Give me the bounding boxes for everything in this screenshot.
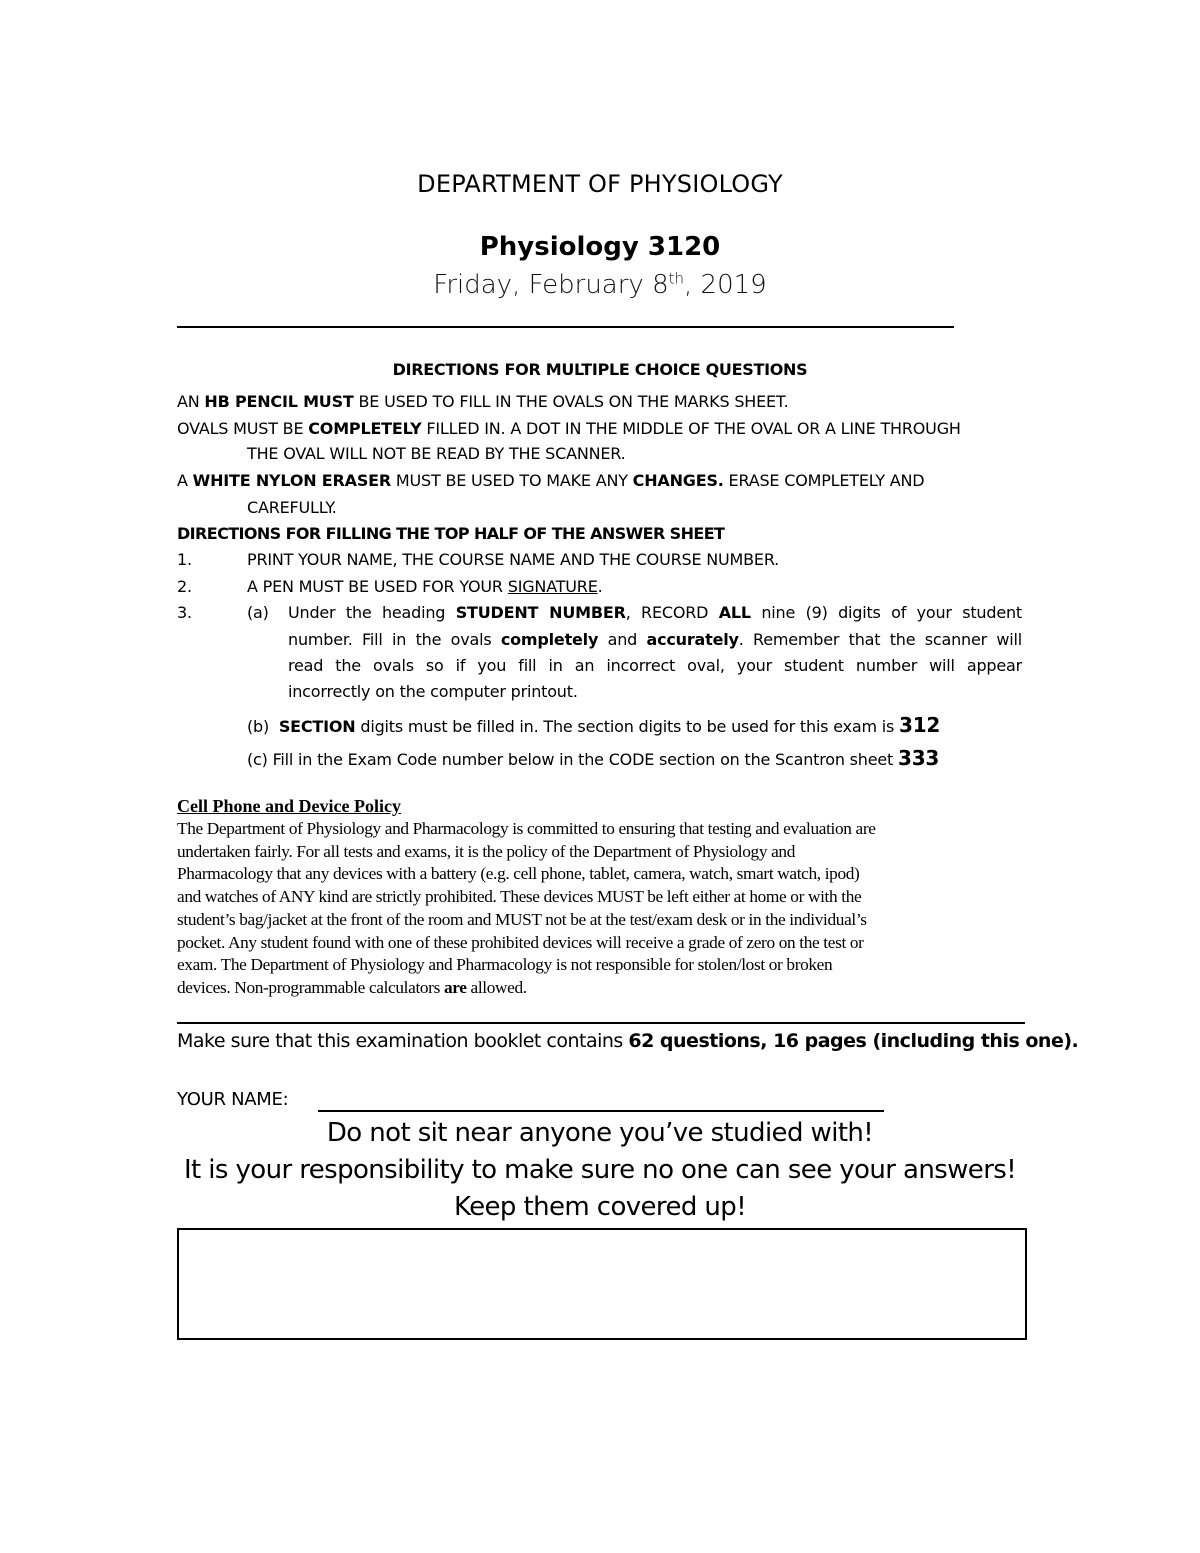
item-3a-l1-b1: STUDENT NUMBER <box>455 603 626 622</box>
item-3c <box>247 746 939 770</box>
your-name-line[interactable] <box>318 1110 884 1112</box>
warning-line-1: Do not sit near anyone you’ve studied with! <box>326 1118 874 1148</box>
policy-last-b: allowed. <box>466 977 527 997</box>
item-3a-l2-b1: completely <box>500 630 599 649</box>
policy-line: pocket. Any student found with one of these prohibited devices will receive a grade of zero on the test or <box>177 932 864 952</box>
top-half-title: DIRECTIONS FOR FILLING THE TOP HALF OF THE ANSWER SHEET <box>177 524 725 543</box>
mc-line-2-c: FILLED IN. A DOT IN THE MIDDLE OF THE OVAL OR A LINE THROUGH <box>421 419 961 438</box>
policy-line: and watches of ANY kind are strictly prohibited. These devices MUST be left either at home or with the <box>177 887 862 907</box>
item-3a-l1-p3: nine (9) digits of your student <box>750 603 1022 622</box>
booklet-notice-text: Make sure that this examination booklet contains <box>177 1030 629 1052</box>
item-3b-text: digits must be filled in. The section digits to be used for this exam is <box>355 717 899 736</box>
mc-line-1-c: BE USED TO FILL IN THE OVALS ON THE MARKS SHEET. <box>353 392 789 411</box>
policy-line-last <box>177 977 1023 1000</box>
item-2-num: 2. <box>177 577 192 596</box>
warning-line-2: It is your responsibility to make sure no one can see your answers! <box>183 1155 1017 1185</box>
item-3a-l1-p1: Under the heading <box>288 603 456 622</box>
item-3a-l2-b2: accurately <box>646 630 739 649</box>
mc-line-3b: CAREFULLY. <box>247 498 337 517</box>
item-3b-bold: SECTION <box>278 717 356 736</box>
mc-line-2-a: OVALS MUST BE <box>177 419 309 438</box>
mc-directions-title: DIRECTIONS FOR MULTIPLE CHOICE QUESTIONS <box>392 360 808 379</box>
policy-divider <box>177 1022 1025 1024</box>
item-2-text-b: . <box>597 577 603 596</box>
item-1-num: 1. <box>177 550 192 569</box>
section-digits: 312 <box>898 713 941 737</box>
item-3a-line-2 <box>288 630 1022 649</box>
policy-line: Pharmacology that any devices with a battery (e.g. cell phone, tablet, camera, watch, smart watch, ipod) <box>177 864 860 884</box>
item-3c-text: Fill in the Exam Code number below in the CODE section on the Scantron sheet <box>267 750 898 769</box>
department-title: DEPARTMENT OF PHYSIOLOGY <box>417 170 783 198</box>
item-3a-l2-p2: and <box>598 630 647 649</box>
item-3a-line-1 <box>288 603 1022 622</box>
exam-code: 333 <box>898 746 940 770</box>
mc-line-1-bold: HB PENCIL MUST <box>204 392 354 411</box>
mc-line-3-e: ERASE COMPLETELY AND <box>723 471 925 490</box>
policy-line: exam. The Department of Physiology and Pharmacology is not responsible for stolen/lost or broken <box>177 955 833 975</box>
warning-line-3: Keep them covered up! <box>453 1192 747 1222</box>
item-2-text-a: A PEN MUST BE USED FOR YOUR <box>247 577 508 596</box>
item-3a-l2-p3: . Remember that the scanner will <box>738 630 1023 649</box>
header-divider <box>177 326 954 328</box>
mc-line-3 <box>177 471 924 490</box>
item-3b-label: (b) <box>247 717 270 736</box>
mc-line-1 <box>177 392 788 411</box>
policy-body <box>177 818 1023 1000</box>
item-3a-label: (a) <box>247 603 269 622</box>
item-3b <box>247 713 940 737</box>
mc-line-3-c: MUST BE USED TO MAKE ANY <box>391 471 633 490</box>
item-3c-label: (c) <box>247 750 268 769</box>
policy-line: undertaken fairly. For all tests and exams, it is the policy of the Department of Physiology and <box>177 841 795 861</box>
mc-line-3-bold: WHITE NYLON ERASER <box>192 471 392 490</box>
blank-box <box>177 1228 1027 1340</box>
item-2-text <box>247 577 603 596</box>
course-title: Physiology 3120 <box>479 232 721 262</box>
your-name-label: YOUR NAME: <box>177 1089 289 1110</box>
item-3a-l1-p2: , RECORD <box>625 603 719 622</box>
policy-line: The Department of Physiology and Pharmacology is committed to ensuring that testing and evaluation are <box>177 819 876 838</box>
date-superscript: th <box>668 269 685 288</box>
policy-title: Cell Phone and Device Policy <box>177 796 401 816</box>
mc-line-2 <box>177 419 1023 438</box>
mc-line-2-bold: COMPLETELY <box>308 419 422 438</box>
mc-line-2b: THE OVAL WILL NOT BE READ BY THE SCANNER. <box>247 444 626 463</box>
mc-line-3-a: A <box>177 471 193 490</box>
date-suffix: , 2019 <box>684 270 767 300</box>
date-prefix: Friday, February 8 <box>433 270 669 300</box>
item-1-text: PRINT YOUR NAME, THE COURSE NAME AND THE COURSE NUMBER. <box>247 550 780 569</box>
booklet-notice <box>177 1030 1078 1052</box>
policy-last-bold: are <box>443 977 467 997</box>
policy-line: student’s bag/jacket at the front of the room and MUST not be at the test/exam desk or in the individual’s <box>177 909 867 929</box>
item-3a-l2-p1: number. Fill in the ovals <box>288 630 501 649</box>
exam-date <box>0 270 1200 300</box>
policy-last-a: devices. Non-programmable calculators <box>177 977 444 997</box>
mc-line-3-bold2: CHANGES. <box>632 471 724 490</box>
item-2-signature: SIGNATURE <box>507 577 598 596</box>
item-3a-line-3: read the ovals so if you fill in an incorrect oval, your student number will appear <box>288 656 1022 675</box>
mc-line-1-a: AN <box>177 392 205 411</box>
booklet-notice-bold: 62 questions, 16 pages (including this one). <box>628 1030 1079 1052</box>
item-3-num: 3. <box>177 603 192 622</box>
item-3a-line-4: incorrectly on the computer printout. <box>288 682 578 701</box>
item-3a-l1-b2: ALL <box>718 603 751 622</box>
